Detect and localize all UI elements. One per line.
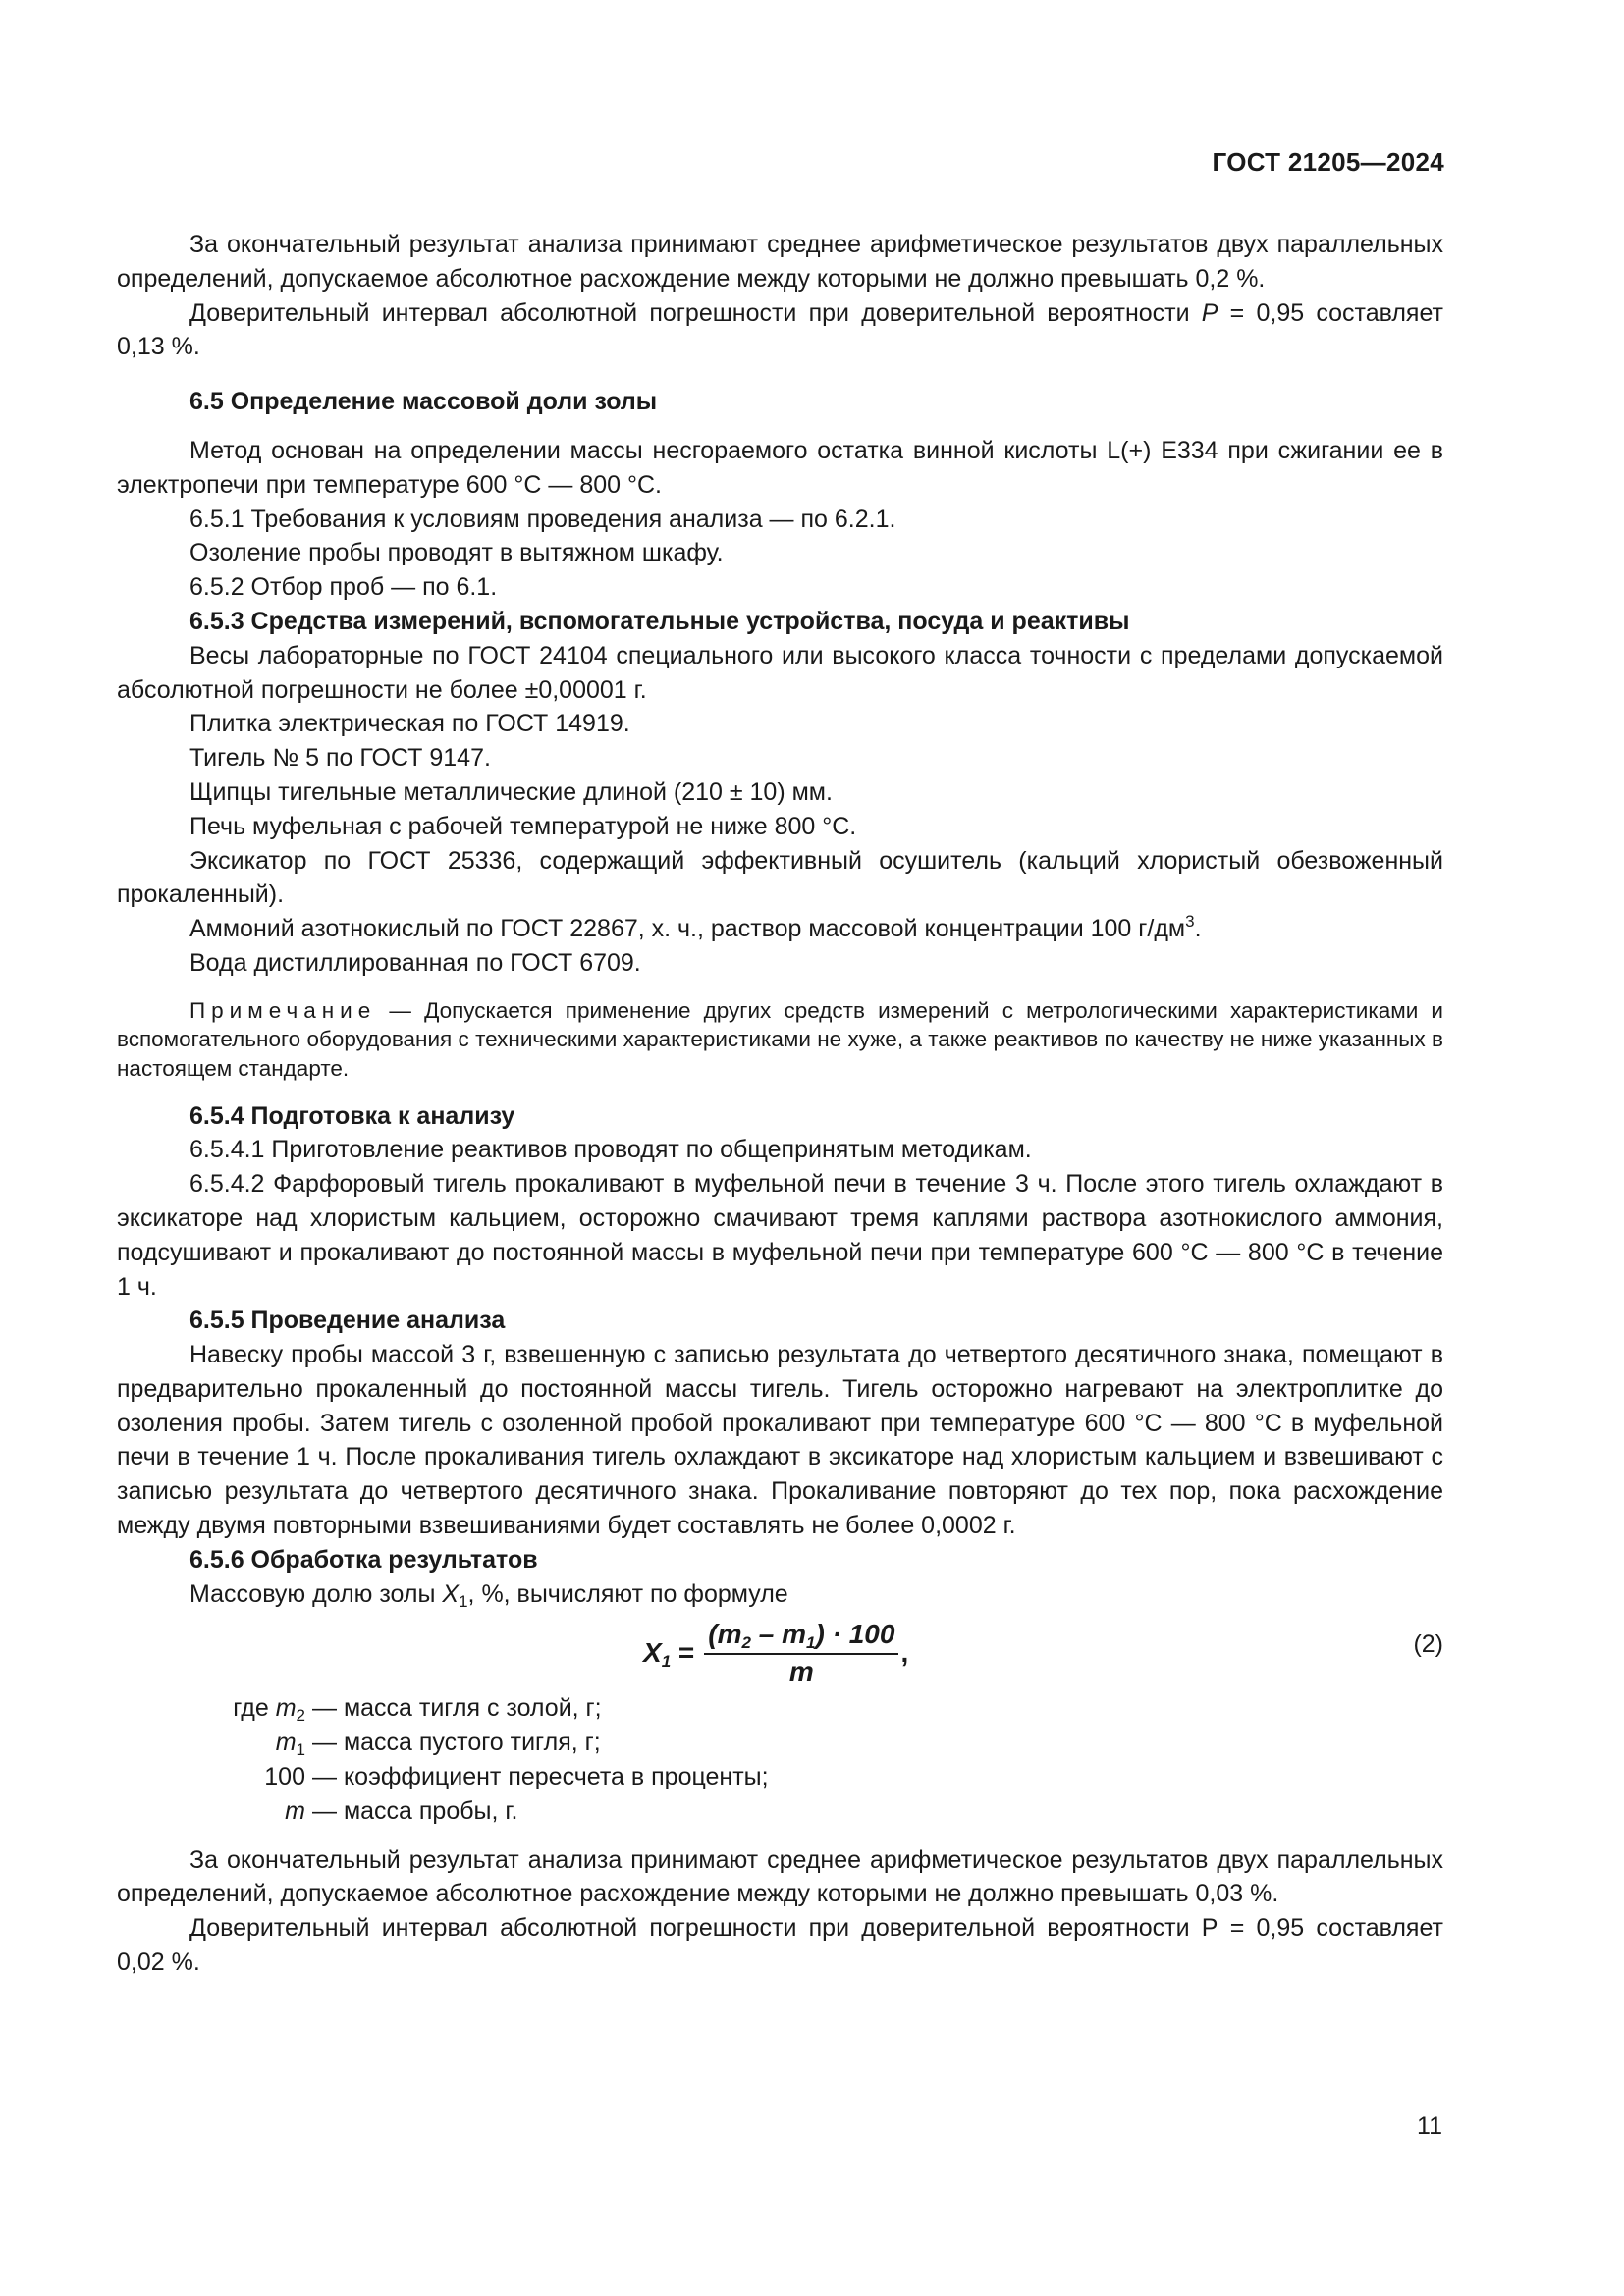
page-content [117,228,1443,1980]
clause-6-5-5-title: 6.5.5 Проведение анализа [189,1307,506,1335]
equipment-item: Эксикатор по ГОСТ 25336, содержащий эффективный осушитель (кальций хлористый обезвоженный прокаленный). [117,846,1443,909]
reagent-water: Вода дистиллированная по ГОСТ 6709. [189,948,641,977]
equipment-item: Щипцы тигельные металлические длиной (210 ± 10) мм. [189,777,833,806]
formula-fraction [704,1619,898,1687]
where-row: где $m_2$ — масса тигля с золой, г; [233,1694,602,1726]
equipment-item: Весы лабораторные по ГОСТ 24104 специального или высокого класса точности с пределами допускаемой абсолютной погрешности не более ±0,00001 г. [117,641,1443,704]
clause-6-5-6: Массовую долю золы $X_1$, %, вычисляют по формуле [189,1579,788,1611]
reagent-ammonium: Аммоний азотнокислый по ГОСТ 22867, х. ч., раствор массовой концентрации 100 $г/дм^3$. [189,912,1202,943]
clause-6-5-2: 6.5.2 Отбор проб — по 6.1. [189,573,498,602]
clause-6-5-1-b: Озоление пробы проводят в вытяжном шкафу. [189,539,724,567]
method-paragraph: Метод основан на определении массы несгораемого остатка винной кислоты L(+) Е334 при сжигании ее в электропечи при температуре 600 °C — 800 °C. [117,436,1443,499]
page-number: 11 [1417,2112,1442,2140]
note-paragraph: Примечание — Допускается применение других средств измерений с метрологическими характеристиками и вспомогательного оборудования с техническими характеристиками не хуже, а также реактивов по качеству не ниже указанных в настоящем стандарте. [117,997,1443,1081]
formula-lhs: $X_1$ = [643,1637,695,1672]
formula-numerator: $(m_2 - m_1) \cdot 100$ [704,1619,898,1655]
clause-6-5-6-title: 6.5.6 Обработка результатов [189,1545,538,1574]
clause-6-5-5: Навеску пробы массой 3 г, взвешенную с записью результата до четвертого десятичного знака, помещают в предварительно прокаленный до постоянной массы тигель. Тигель осторожно нагревают на электроплитке до озоления пробы. Затем тигель с озоленной пробой прокаливают при температуре 600 °C — 800 °C в муфельной печи в течение 1 ч. После прокаливания тигель охлаждают в эксикаторе над хлористым кальцием и взвешивают с записью результата до четвертого десятичного знака. Прокаливание повторяют до тех пор, пока расхождение между двумя повторными взвешиваниями будет составлять не более 0,0002 г. [117,1341,1443,1540]
note-label: Примечание [189,997,377,1023]
clause-6-5-4-1: 6.5.4.1 Приготовление реактивов проводят по общепринятым методикам. [189,1136,1032,1164]
where-row: 100 — коэффициент пересчета в проценты; [264,1763,769,1791]
formula-expression [643,1619,908,1687]
clause-6-5-4-title: 6.5.4 Подготовка к анализу [189,1101,515,1130]
final-result-paragraph: За окончательный результат анализа принимают среднее арифметическое результатов двух параллельных определений, допускаемое абсолютное расхождение между которыми не должно превышать 0,03 %. [117,1845,1443,1908]
clause-6-5-4-2: 6.5.4.2 Фарфоровый тигель прокаливают в муфельной печи в течение 3 ч. После этого тигель охлаждают в эксикаторе над хлористым кальцием, осторожно смачивают тремя каплями раствора азотнокислого аммония, подсушивают и прокаливают до постоянной массы в муфельной печи при температуре 600 °C — 800 °C в течение 1 ч. [117,1170,1443,1301]
equipment-item: Тигель № 5 по ГОСТ 9147. [189,744,491,773]
standard-header: ГОСТ 21205—2024 [1212,147,1444,177]
formula-denominator: m [788,1656,814,1687]
where-row: $m_1$ — масса пустого тигля, г; [275,1729,601,1760]
clause-6-5-1: 6.5.1 Требования к условиям проведения анализа — по 6.2.1. [189,505,896,533]
result-paragraph: За окончательный результат анализа принимают среднее арифметическое результатов двух параллельных определений, допускаемое абсолютное расхождение между которыми не должно превышать 0,2 %. [117,231,1443,293]
equipment-item: Печь муфельная с рабочей температурой не ниже 800 °C. [189,812,857,840]
formula-number: (2) [1413,1630,1443,1659]
formula-comma: , [900,1637,909,1669]
section-title-6-5: 6.5 Определение массовой доли золы [189,388,658,416]
formula-2 [117,1617,1443,1691]
where-row: m — масса пробы, г. [285,1796,518,1825]
clause-6-5-3-title: 6.5.3 Средства измерений, вспомогательные устройства, посуда и реактивы [189,607,1130,635]
confidence-paragraph: Доверительный интервал абсолютной погрешности при доверительной вероятности P = 0,95 составляет 0,13 %. [117,298,1443,361]
final-confidence-paragraph: Доверительный интервал абсолютной погрешности при доверительной вероятности Р = 0,95 составляет 0,02 %. [117,1914,1443,1977]
equipment-item: Плитка электрическая по ГОСТ 14919. [189,710,630,738]
